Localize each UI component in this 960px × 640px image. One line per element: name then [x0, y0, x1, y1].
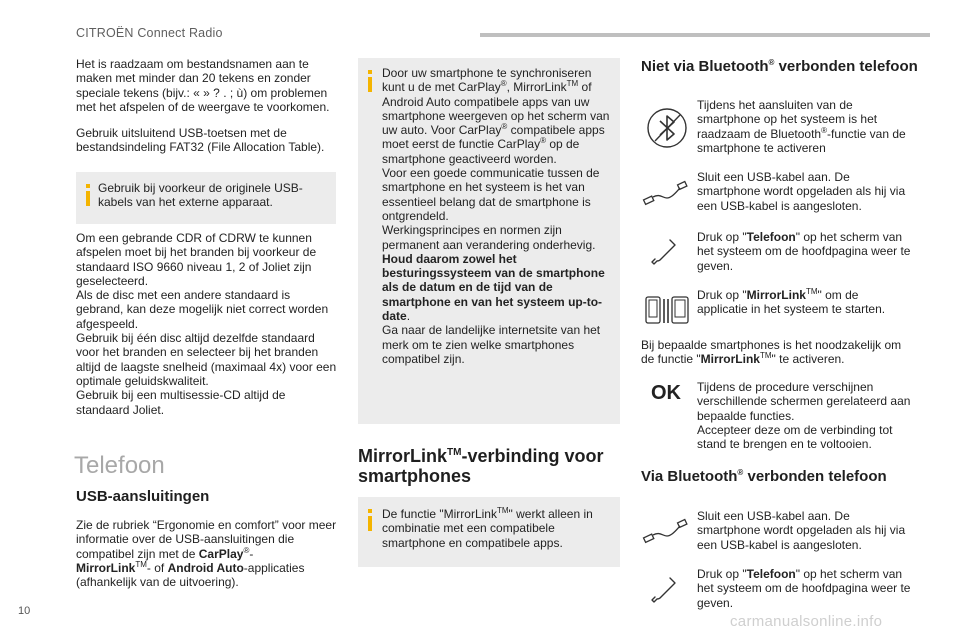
note-stripe — [368, 70, 372, 92]
usb-android-auto: Android Auto — [167, 560, 244, 575]
header-title: CITROËN Connect Radio — [76, 26, 223, 40]
note-mirrorlink — [358, 497, 620, 567]
step-press-telefoon-bt: Druk op "Telefoon" op het scherm van het systeem om de hoofdpagina weer te geven. — [697, 567, 911, 610]
ok-icon: OK — [651, 382, 681, 404]
paragraph-cd-3: Gebruik bij één disc altijd dezelfde standaard voor het branden en selecteer bij het branden altijd de laagste snelheid (maximaal 4x) voor een optimale geluidskwaliteit. — [76, 331, 337, 388]
watermark: carmanualsonline.info — [730, 613, 883, 630]
note-text: Gebruik bij voorkeur de originele USB-kabels van het externe apparaat. — [98, 181, 303, 210]
usb-cable-icon — [642, 516, 688, 546]
usb-paragraph: Zie de rubriek “Ergonomie en comfort” voor meer informatie over de USB-aansluitingen die compatibel zijn met de CarPlay®- MirrorLink™- of Android Auto-applicaties (afhankelijk van de uitvoering). — [76, 518, 337, 590]
mirrorlink-icon — [645, 296, 689, 326]
step-press-mirrorlink: Druk op "MirrorLink™" om de applicatie in het systeem te starten. — [697, 287, 886, 317]
note-website: Ga naar de landelijke internetsite van het merk om te zien welke smartphones compatibel zijn. — [382, 323, 601, 366]
step-press-telefoon: Druk op "Telefoon" op het scherm van het systeem om de hoofdpagina weer te geven. — [697, 230, 911, 273]
note-synchronise — [358, 58, 620, 424]
header-bar — [480, 33, 930, 37]
step-connect-usb-bt: Sluit een USB-kabel aan. De smartphone wordt opgeladen als hij via een USB-kabel is aangesloten. — [697, 509, 906, 552]
heading-via-bluetooth: Via Bluetooth® verbonden telefoon — [641, 468, 887, 485]
heading-usb: USB-aansluitingen — [76, 488, 210, 505]
note-stripe — [86, 184, 90, 206]
bluetooth-crossed-icon — [645, 106, 689, 150]
phone-handset-icon — [650, 237, 680, 267]
step-accept-screens: Tijdens de procedure verschijnen verschillende schermen gerelateerd aan bepaalde functies. Accepteer deze om de verbinding tot stand te brengen en te voltooien. — [697, 380, 911, 452]
paragraph-fat32: Gebruik uitsluitend USB-toetsen met de bestandsindeling FAT32 (File Allocation Table). — [76, 126, 325, 155]
note-usb-cables — [76, 172, 336, 224]
note-update-bold: Houd daarom zowel het besturingssysteem van de smartphone als de datum en de tijd van de smartphone en van het systeem up-to-date — [382, 251, 605, 324]
page-number: 10 — [18, 605, 31, 617]
usb-mirrorlink: MirrorLink — [76, 560, 136, 575]
paragraph-activate-mirrorlink: Bij bepaalde smartphones is het noodzakelijk om de functie "MirrorLink™" te activeren. — [641, 338, 902, 367]
paragraph-cd-1: Om een gebrande CDR of CDRW te kunnen afspelen moet bij het branden bij voorkeur de standaard ISO 9660 niveau 1, 2 of Joliet zijn geselecteerd. — [76, 231, 317, 288]
paragraph-cd-4: Gebruik bij een multisessie-CD altijd de standaard Joliet. — [76, 388, 286, 417]
heading-not-bluetooth: Niet via Bluetooth® verbonden telefoon — [641, 58, 918, 75]
column-1-cd — [76, 231, 338, 417]
step-bluetooth-activate: Tijdens het aansluiten van de smartphone op het systeem is het raadzaam de Bluetooth®-functie van de smartphone te activeren — [697, 98, 906, 155]
note-stripe — [368, 509, 372, 531]
note-unlock: Voor een goede communicatie tussen de smartphone en het systeem is het van essentieel belang dat de smartphone is ontgrendeld. — [382, 166, 600, 223]
section-title-telefoon: Telefoon — [74, 452, 165, 479]
column-1 — [76, 57, 338, 155]
usb-text-1: Zie de rubriek “Ergonomie en comfort” voor meer informatie over de USB-aansluitingen die compatibel zijn met de — [76, 518, 337, 561]
note-mirrorlink-text: De functie "MirrorLink™" werkt alleen in combinatie met een compatibele smartphone en compatibele apps. — [382, 506, 593, 550]
usb-carplay: CarPlay — [198, 546, 244, 561]
step-connect-usb: Sluit een USB-kabel aan. De smartphone wordt opgeladen als hij via een USB-kabel is aangesloten. — [697, 170, 906, 213]
usb-cable-icon — [642, 178, 688, 208]
paragraph-cd-2: Als de disc met een andere standaard is gebrand, kan deze mogelijk niet correct worden afgespeeld. — [76, 288, 329, 331]
phone-handset-icon — [650, 575, 680, 605]
paragraph-filenames: Het is raadzaam om bestandsnamen aan te maken met minder dan 20 tekens en zonder speciale tekens (bijv.: « » ? . ; ù) om problemen met het afspelen of de weergave te voorkomen. — [76, 57, 330, 114]
note-sync-text: Door uw smartphone te synchroniseren kunt u de met CarPlay®, MirrorLink™ of Android Auto compatibele apps van uw smartphone weergeven op het scherm van uw auto. Voor CarPlay® compatibele apps moet eerst de functie CarPlay® op de smartphone geactiveerd worden. Voor een goede communicatie tussen de smartphone en het systeem is het van essentieel belang dat de smartphone is ontgrendeld. Werkingsprincipes en normen zijn permanent aan verandering onderhevig. Houd daarom zowel het besturingssysteem van de smartphone als de datum en de tijd van de smartphone en van het systeem up-to-date. Ga naar de landelijke internetsite van het merk om te zien welke smartphones compatibel zijn. — [382, 66, 610, 366]
heading-mirrorlink: MirrorLink™-verbinding voor smartphones — [358, 446, 604, 486]
